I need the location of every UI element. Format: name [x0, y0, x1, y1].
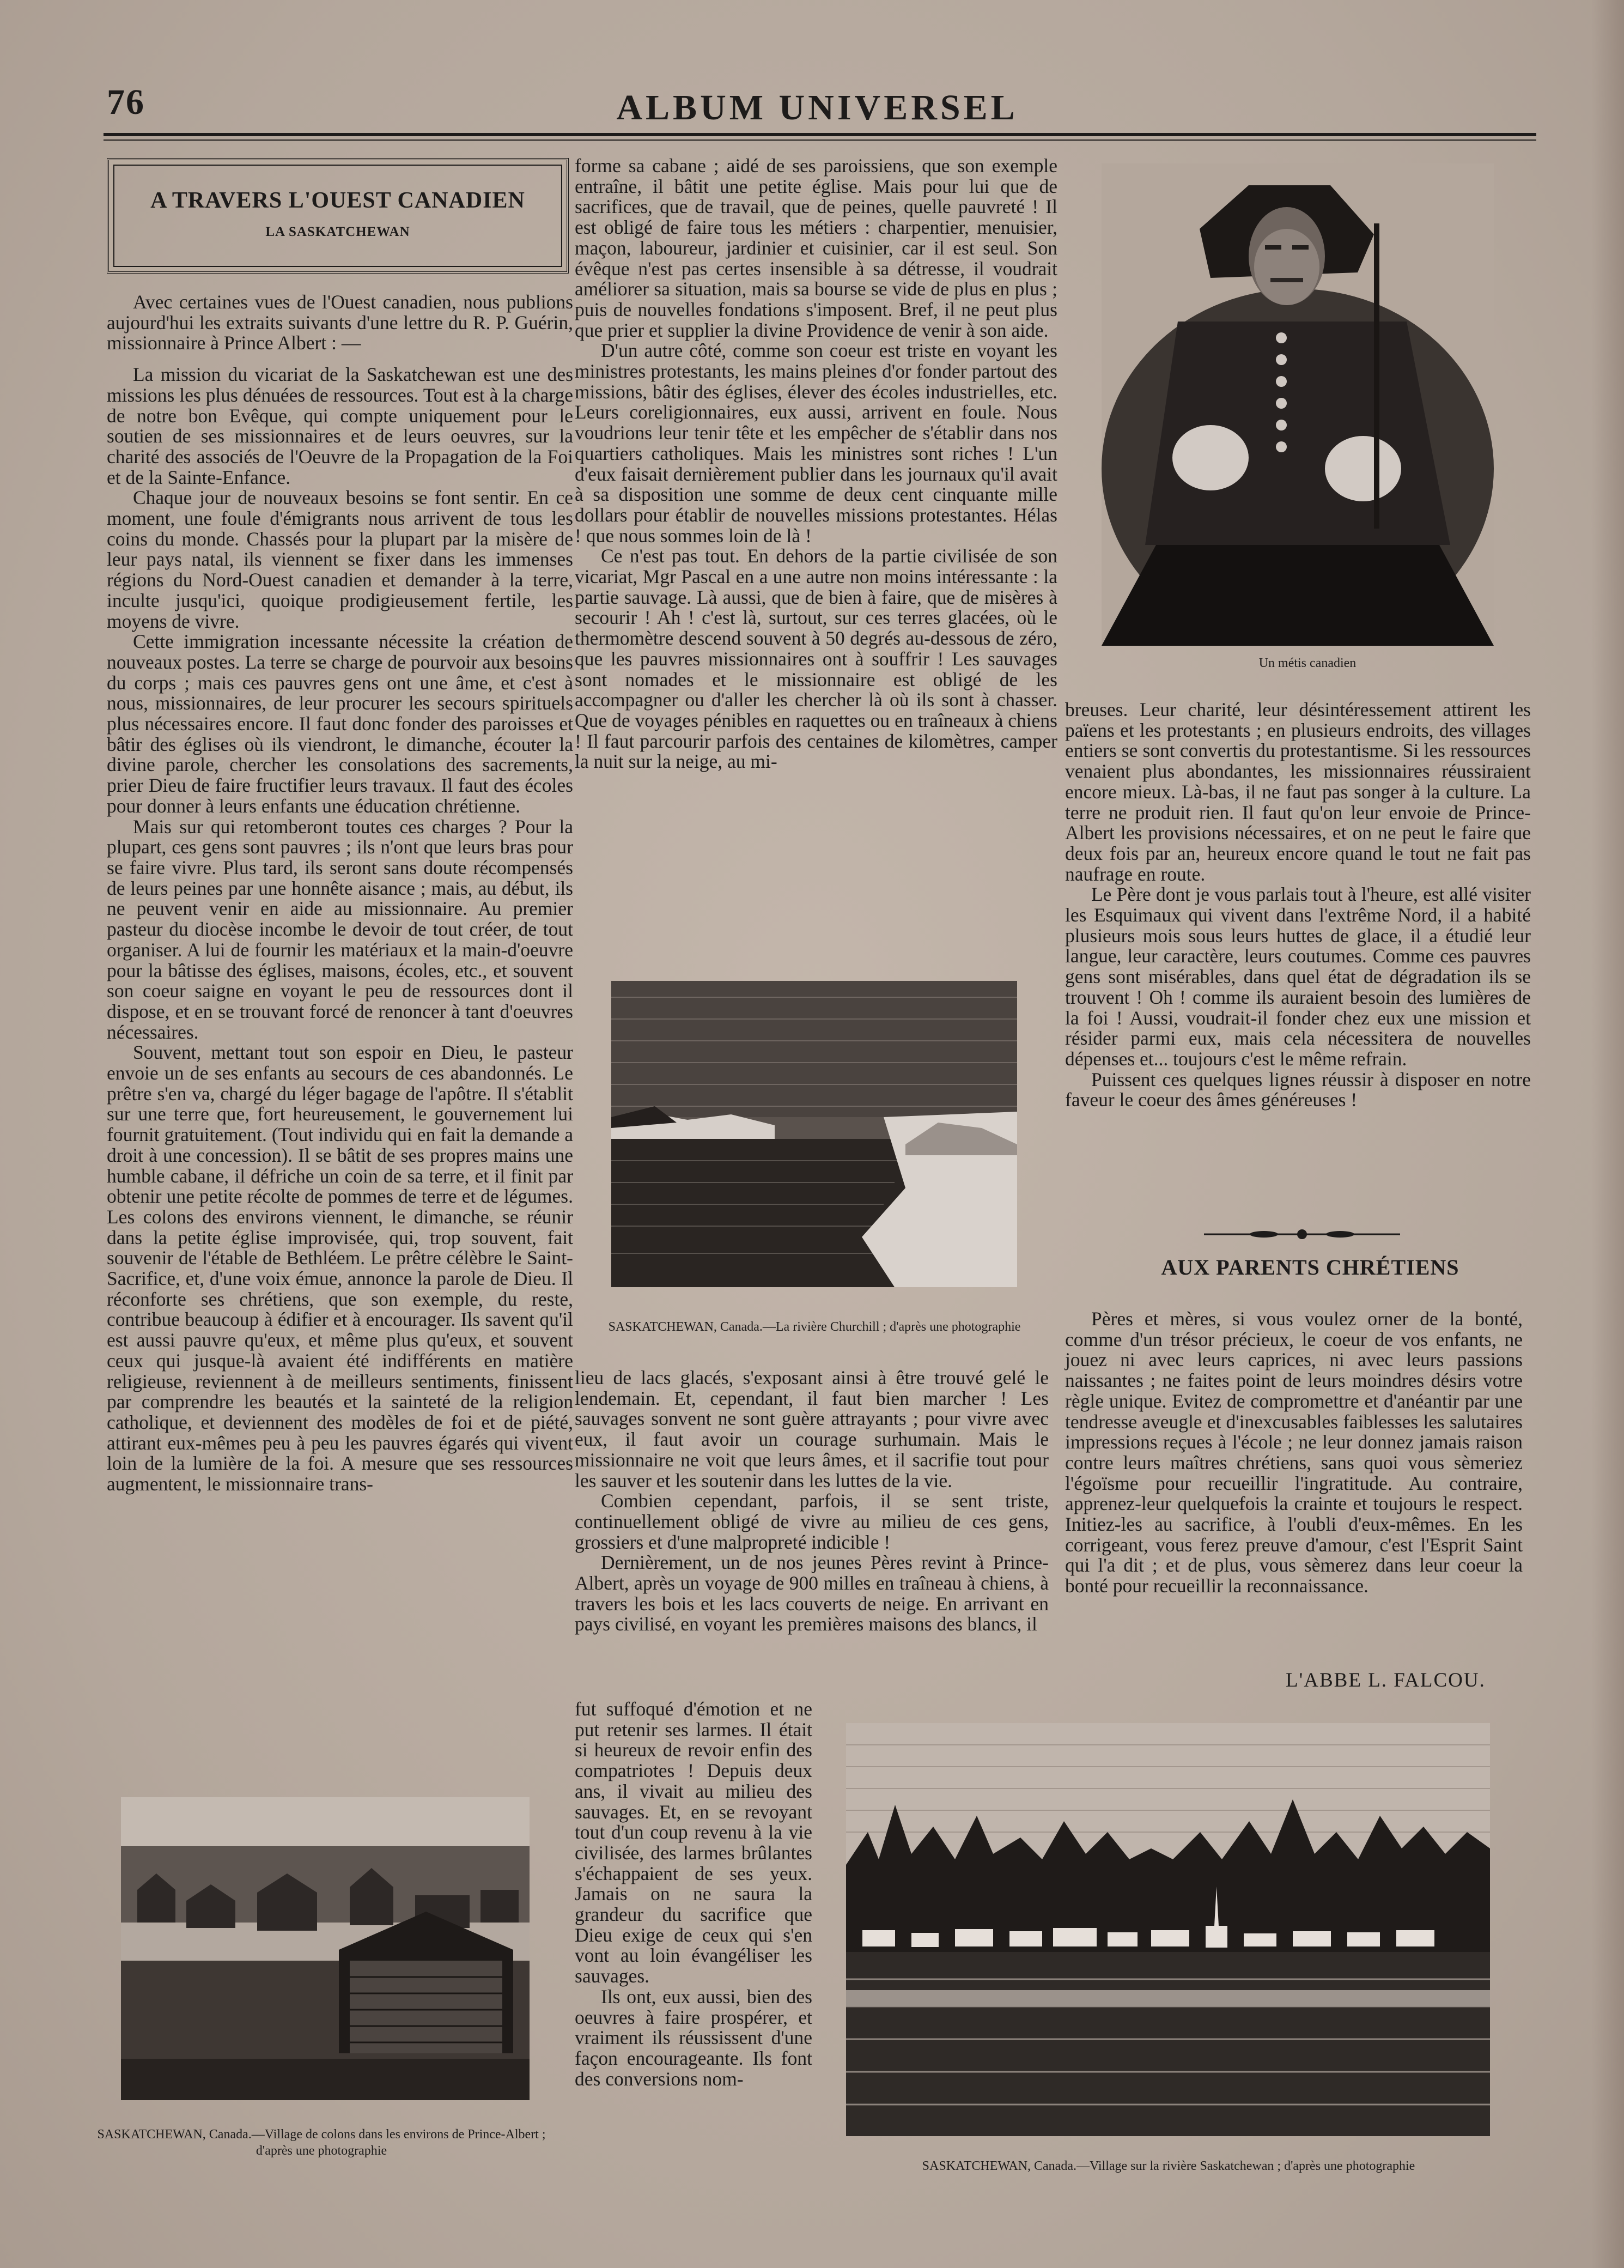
- article-title-box: [107, 158, 569, 274]
- caption-prince-albert: SASKATCHEWAN, Canada.—Village de colons dans les environs de Prince-Albert ; d'après une photographie: [97, 2127, 546, 2158]
- paragraph: Mais sur qui retomberont toutes ces charges ? Pour la plupart, ces gens sont pauvres ; ils n'ont que leurs bras pour se faire vivre. Plus tard, ils seront sans doute récompensés de leurs peines par une honnête aisance ; mais, au début, ils ne peuvent venir en aide au missionnaire. Au premier pasteur du diocèse incombe le devoir de tout créer, de tout organiser. A lui de fournir les matériaux et la main-d'oeuvre pour la bâtisse des églises, maisons, écoles, etc., et souvent son coeur saigne en voyant le peu de ressources dont il dispose, et en se trouvant forcé de renoncer à tant d'oeuvres nécessaires.: [107, 815, 573, 1043]
- signature-author: L'ABBE L. FALCOU.: [1286, 1669, 1486, 1691]
- paragraph: Dernièrement, un de nos jeunes Pères revint à Prince-Albert, après un voyage de 900 milles en traîneau à chiens, à travers les bois et les lacs couverts de neige. En arrivant en pays civilisé, en voyant les premières maisons des blancs, il: [575, 1551, 1049, 1635]
- column-3: [1065, 700, 1531, 1111]
- paragraph: lieu de lacs glacés, s'exposant ainsi à être trouvé gelé le lendemain. Et, cependant, il faut bien marcher ! Les sauvages sonvent ne sont guère attrayants ; pour vivre avec eux, il faut avoir un courage surhumain. Mais le missionnaire ne voit que leurs âmes, et il sacrifie tout pour les sauver et les soutenir dans les luttes de la vie.: [575, 1367, 1049, 1491]
- caption-saskatchewan-village: SASKATCHEWAN, Canada.—Village sur la rivière Saskatchewan ; d'après une photographie: [922, 2159, 1415, 2173]
- paragraph: breuses. Leur charité, leur désintéressement attirent les païens et les protestants ; en plusieurs endroits, des villages entiers se sont convertis du protestantisme. Si les ressources venaient plus abondantes, les missionnaires réussiraient encore mieux. Là-bas, il ne faut pas songer à la culture. La terre ne produit rien. Il faut qu'on leur envoie de Prince-Albert les provisions nécessaires, et on ne peut le faire que deux fois par an, heureux encore quand le tout ne fait pas naufrage en route.: [1065, 699, 1531, 885]
- engraving-churchill-river: [611, 981, 1017, 1287]
- paragraph: Ce n'est pas tout. En dehors de la partie civilisée de son vicariat, Mgr Pascal en a une autre non moins intéressante : la partie sauvage. Là aussi, que de bien à faire, que de misères à secourir ! Ah ! c'est là, surtout, sur ces terres glacées, où le thermomètre descend souvent à 50 degrés au-dessous de zéro, que les pauvres missionnaires ont à souffrir ! Les sauvages sont nomades et le missionnaire est obligé de les accompagner ou d'aller les chercher là où ils sont à chasser. Que de voyages pénibles en raquettes ou en traîneaux à chiens ! Il faut parcourir parfois des centaines de kilomètres, camper la nuit sur la neige, au mi-: [575, 545, 1057, 773]
- column-2-top: [575, 156, 1057, 772]
- engraving-saskatchewan-village: [846, 1723, 1490, 2136]
- caption-metis: Un métis canadien: [1258, 656, 1357, 670]
- column-2-middle: [575, 1368, 1049, 1635]
- article-subtitle: LA SASKATCHEWAN: [265, 225, 410, 239]
- page-number: 76: [107, 82, 145, 122]
- article-title: A TRAVERS L'OUEST CANADIEN: [150, 188, 525, 213]
- article2-body: [1065, 1309, 1523, 1597]
- paragraph: Puissent ces quelques lignes réussir à disposer en notre faveur le coeur des âmes généreuses !: [1065, 1068, 1531, 1111]
- paragraph: D'un autre côté, comme son coeur est triste en voyant les ministres protestants, les mains pleines d'or fonder partout des missions, bâtir des églises, élever des écoles industrielles, etc. Leurs coreligionnaires, eux aussi, arrivent en foule. Nous voudrions leur tenir tête et les empêcher de s'établir dans nos quartiers catholiques. Mais les ministres sont riches ! L'un d'eux faisait dernièrement publier dans les journaux qu'il avait à sa disposition une somme de deux cent cinquante mille dollars pour établir de nouvelles missions protestantes. Hélas ! que nous sommes loin de là !: [575, 339, 1057, 547]
- paragraph: Souvent, mettant tout son espoir en Dieu, le pasteur envoie un de ses enfants au secours de ces abandonnés. Le prêtre s'en va, chargé du léger bagage de l'apôtre. Il s'établit sur une terre que, fort heureusement, le gouvernement lui fournit gratuitement. (Tout individu qui en fait la demande a droit à une concession). Il se bâtit de ses propres mains une humble cabane, il défriche un coin de sa terre, et il finit par obtenir une petite récolte de pommes de terre et de légumes. Les colons des environs viennent, le dimanche, se réunir dans la petite église improvisée, qui, trop souvent, fait souvenir de l'étable de Bethléem. Le prêtre célèbre le Saint-Sacrifice, et, d'une voix émue, annonce la parole de Dieu. Il réconforte ses chrétiens, que son exemple, du reste, contribue beaucoup à édifier et à encourager. Ils savent qu'il est aussi pauvre qu'eux, et même plus qu'eux, et souvent ceux qui jusque-là avaient été indifférents en matière religieuse, reviennent à de meilleurs sentiments, finissent par comprendre les beautés et la sainteté de la religion catholique, et deviennent des modèles de foi et de piété, attirant eux-mêmes peu à peu les pauvres égarés qui vivent loin de la lumière de la foi. A mesure que ses ressources augmentent, le missionnaire trans-: [107, 1041, 573, 1495]
- paragraph: fut suffoqué d'émotion et ne put retenir ses larmes. Il était si heureux de revoir enfin des compatriotes ! Depuis deux ans, il vivait au milieu des sauvages. Et, en se revoyant tout d'un coup revenu à la vie civilisée, des larmes brûlantes s'échappaient de ses yeux. Jamais on ne saura la grandeur du sacrifice que Dieu exige de ceux qui s'en vont au loin évangéliser les sauvages.: [575, 1698, 812, 1987]
- paragraph: La mission du vicariat de la Saskatchewan est une des missions les plus dénuées de ressources. Tout est à la charge de notre bon Evêque, qui compte uniquement pour le soutien de ses missionnaires et de leurs oeuvres, sur la charité des associés de l'Oeuvre de la Propagation de la Foi et de la Sainte-Enfance.: [107, 363, 573, 488]
- ornament-divider: [1204, 1229, 1400, 1240]
- paragraph: Cette immigration incessante nécessite la création de nouveaux postes. La terre se charge de pourvoir aux besoins du corps ; mais ces pauvres gens ont une âme, et c'est à nous, missionnaires, de leur procurer les secours spirituels plus nécessaires encore. Il faut donc fonder des paroisses et bâtir des églises où ils viendront, le dimanche, écouter la divine parole, chercher les consolations des sacrements, prier Dieu de faire fructifier leurs travaux. Il faut des écoles pour donner à leurs enfants une éducation chrétienne.: [107, 630, 573, 817]
- paragraph: Avec certaines vues de l'Ouest canadien, nous publions aujourd'hui les extraits suivants d'une lettre du R. P. Guérin, missionnaire à Prince Albert : —: [107, 291, 573, 354]
- paragraph: forme sa cabane ; aidé de ses paroissiens, que son exemple entraîne, il bâtit une petite église. Mais pour lui que de sacrifices, que de travail, que de peines, quelle pauvreté ! Il est obligé de faire tous les métiers : charpentier, menuisier, maçon, laboureur, jardinier et cuisinier, car il est seul. Son évêque n'est pas certes insensible à sa détresse, il voudrait améliorer sa situation, mais sa bourse se vide de plus en plus ; puis de nouvelles fondations s'imposent. Bref, il ne peut plus que prier et supplier la divine Providence de venir à son aide.: [575, 155, 1057, 341]
- column-1: [107, 292, 573, 1495]
- header-rule-thin: [104, 140, 1536, 141]
- caption-churchill: SASKATCHEWAN, Canada.—La rivière Churchill ; d'après une photographie: [608, 1320, 1021, 1334]
- masthead: ALBUM UNIVERSEL: [616, 88, 1018, 128]
- paragraph: Le Père dont je vous parlais tout à l'heure, est allé visiter les Esquimaux qui vivent dans l'extrême Nord, il a habité plusieurs mois sous leurs huttes de glace, il a étudié leur langue, leur caractère, leurs coutumes. Comme ces pauvres gens sont misérables, dans quel état de dégradation ils se trouvent ! Oh ! comme ils auraient besoin des lumières de la foi ! Aussi, voudrait-il fonder chez eux une mission et résider parmi eux, mais cela nécessitera de nouvelles dépenses et... toujours c'est le même refrain.: [1065, 883, 1531, 1070]
- engraving-metis-portrait: [1102, 163, 1494, 646]
- page-edge-shadow: [1591, 0, 1624, 2268]
- paragraph: Combien cependant, parfois, il se sent triste, continuellement obligé de vivre au milieu de ces gens, grossiers et d'une malpropreté indicible !: [575, 1490, 1049, 1553]
- column-2-narrow: [575, 1699, 812, 2089]
- header-rule: [104, 133, 1536, 136]
- paragraph: Chaque jour de nouveaux besoins se font sentir. En ce moment, une foule d'émigrants nous arrivent de tous les coins du monde. Chassés pour la plupart par la misère de leur pays natal, ils viennent se fixer dans les immenses régions du Nord-Ouest canadien et demander à la terre, inculte jusqu'ici, quoique prodigieusement fertile, les moyens de vivre.: [107, 487, 573, 632]
- article2-title: AUX PARENTS CHRÉTIENS: [1161, 1255, 1459, 1279]
- paragraph: Pères et mères, si vous voulez orner de la bonté, comme d'un trésor précieux, le coeur de vos enfants, ne jouez ni avec leurs caprices, ni avec leurs passions naissantes ; ne faites point de leurs moindres désirs votre règle unique. Evitez de compromettre et d'anéantir par une tendresse aveugle et d'inexcusables faiblesses les salutaires impressions reçues à l'école ; ne leur donnez jamais raison contre leurs maîtres chrétiens, sans quoi vous sèmeriez l'égoïsme pour recueillir l'ingratitude. Au contraire, apprenez-leur quelquefois la crainte et toujours le respect. Initiez-les au sacrifice, à l'oubli d'eux-mêmes. En les corrigeant, vous ferez preuve d'amour, c'est l'Esprit Saint qui l'a dit ; et de plus, vous sèmerez dans leur coeur la bonté pour recueillir la reconnaissance.: [1065, 1308, 1523, 1597]
- paragraph: Ils ont, eux aussi, bien des oeuvres à faire prospérer, et vraiment ils réussissent d'une façon encourageante. Ils font des conversions nom-: [575, 1985, 812, 2090]
- engraving-prince-albert-village: [121, 1797, 530, 2100]
